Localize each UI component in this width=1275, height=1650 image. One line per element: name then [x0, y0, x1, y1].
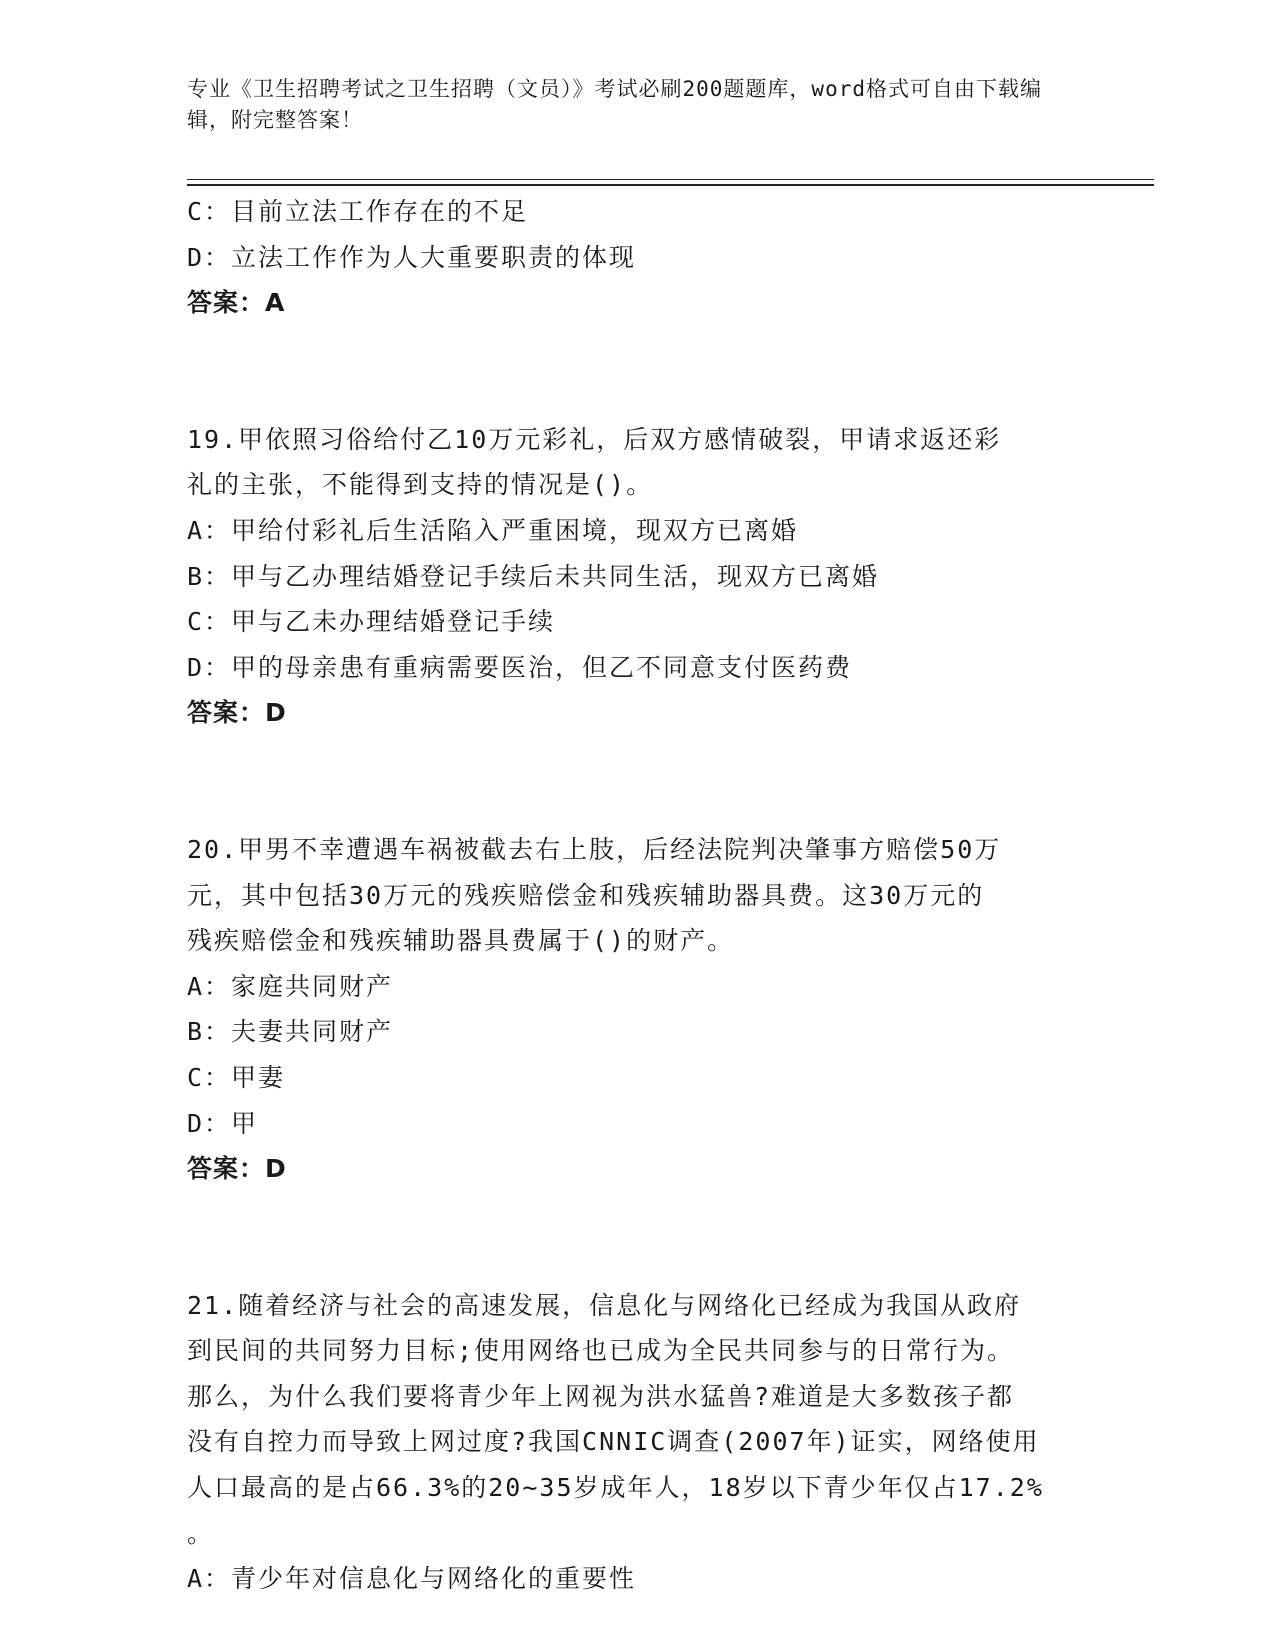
option-b: B：夫妻共同财产 [187, 1017, 394, 1047]
spacer [187, 736, 1087, 827]
answer-line: 答案：A [187, 288, 286, 318]
option-c: C：目前立法工作存在的不足 [187, 197, 529, 226]
option-d: D：甲的母亲患有重病需要医治，但乙不同意支付医药费 [187, 652, 853, 682]
header-divider-thick [187, 184, 1154, 186]
question-content [187, 189, 1087, 1602]
option-d: D：甲 [187, 1108, 259, 1138]
answer-line: 答案：D [187, 698, 287, 728]
option-a: A：家庭共同财产 [187, 971, 394, 1001]
option-c: C：甲妻 [187, 1062, 286, 1092]
question-stem-line: 21.随着经济与社会的高速发展，信息化与网络化已经成为我国从政府 [187, 1290, 1022, 1320]
answer-line: 答案：D [187, 1154, 287, 1184]
question-stem-line: 人口最高的是占66.3%的20~35岁成年人，18岁以下青少年仅占17.2% [187, 1473, 1044, 1503]
spacer [187, 326, 1087, 417]
question-stem-line: 。 [187, 1518, 215, 1548]
question-18-tail [187, 189, 1087, 326]
spacer [187, 1192, 1087, 1283]
header-divider-thin [187, 179, 1154, 180]
question-stem-line: 残疾赔偿金和残疾辅助器具费属于()的财产。 [187, 926, 735, 956]
option-a: A：甲给付彩礼后生活陷入严重困境，现双方已离婚 [187, 515, 799, 545]
question-stem-line: 元，其中包括30万元的残疾赔偿金和残疾辅助器具费。这30万元的 [187, 880, 985, 910]
question-stem-line: 20.甲男不幸遭遇车祸被截去右上肢，后经法院判决肇事方赔偿50万 [187, 834, 1002, 864]
option-d: D：立法工作作为人大重要职责的体现 [187, 242, 637, 272]
question-21 [187, 1283, 1087, 1602]
question-stem-line: 没有自控力而导致上网过度?我国CNNIC调查(2007年)证实，网络使用 [187, 1427, 1040, 1457]
option-a: A：青少年对信息化与网络化的重要性 [187, 1564, 637, 1594]
question-stem-line: 礼的主张，不能得到支持的情况是()。 [187, 470, 654, 500]
option-b: B：甲与乙办理结婚登记手续后未共同生活，现双方已离婚 [187, 561, 880, 591]
question-20 [187, 827, 1087, 1192]
question-19 [187, 417, 1087, 736]
question-stem-line: 19.甲依照习俗给付乙10万元彩礼，后双方感情破裂，甲请求返还彩 [187, 424, 1002, 454]
option-c: C：甲与乙未办理结婚登记手续 [187, 607, 556, 637]
question-stem-line: 那么，为什么我们要将青少年上网视为洪水猛兽?难道是大多数孩子都 [187, 1381, 1015, 1411]
header-title: 专业《卫生招聘考试之卫生招聘（文员）》考试必刷200题题库，word格式可自由下载编辑，附完整答案！ [187, 77, 1042, 132]
question-stem-line: 到民间的共同努力目标;使用网络也已成为全民共同参与的日常行为。 [187, 1336, 1015, 1366]
document-header [187, 74, 1067, 136]
